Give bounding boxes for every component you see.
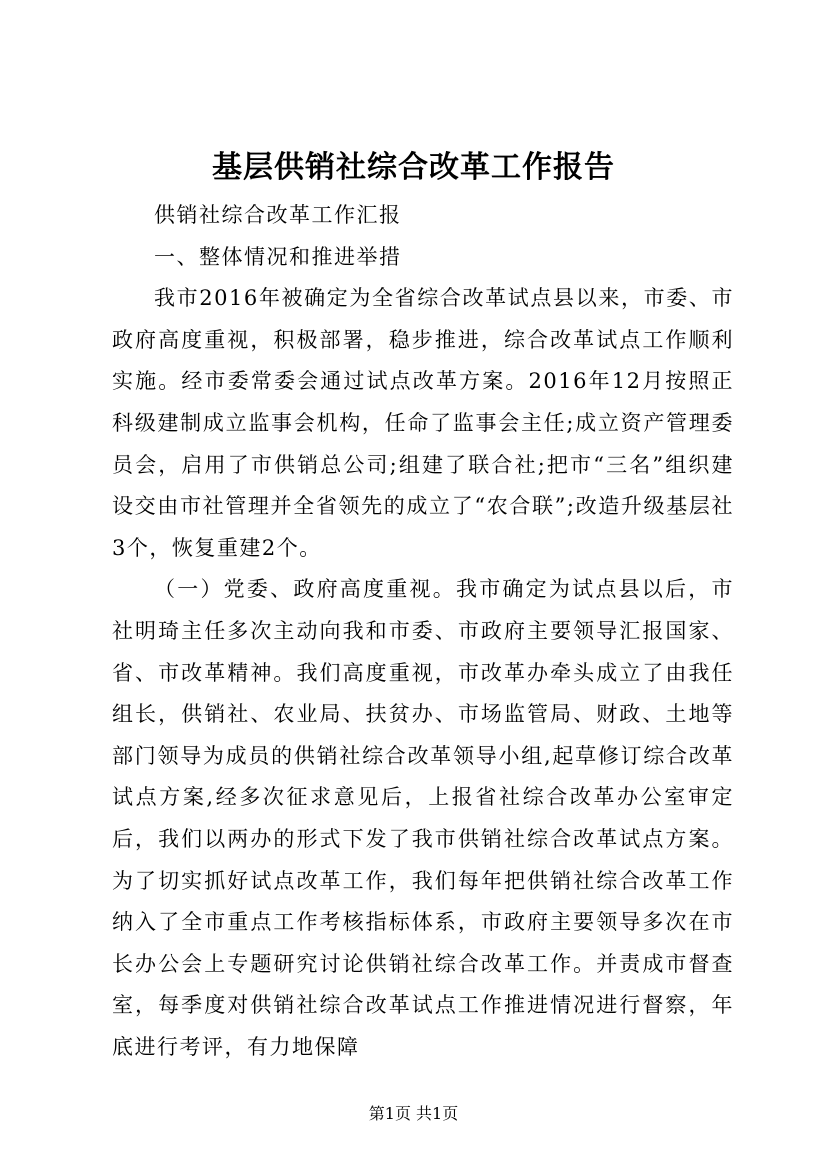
- paragraph-subtitle: 供销社综合改革工作汇报: [154, 203, 402, 227]
- paragraph-party-committee: （一）党委、政府高度重视。我市确定为试点县以后，市社明琦主任多次主动向我和市委、市政府主要领导汇报国家、省、市改革精神。我们高度重视，市改革办牵头成立了由我任组长，供销社、农业局、扶贫办、市场监管局、财政、土地等部门领导为成员的供销社综合改革领导小组,起草修订综合改革试点方案,经多次征求意见后，上报省社综合改革办公室审定后，我们以两办的形式下发了我市供销社综合改革试点方案。为了切实抓好试点改革工作，我们每年把供销社综合改革工作纳入了全市重点工作考核指标体系，市政府主要领导多次在市长办公会上专题研究讨论供销社综合改革工作。并责成市督查室，每季度对供销社综合改革试点工作推进情况进行督察，年底进行考评，有力地保障: [112, 577, 734, 1059]
- document-body: [112, 195, 734, 1068]
- paragraph-section-heading: 一、整体情况和推进举措: [154, 244, 402, 269]
- page-footer: 第1页 共1页: [368, 1104, 459, 1123]
- page-title: 基层供销社综合改革工作报告: [212, 150, 615, 185]
- paragraph-overview: 我市2016年被确定为全省综合改革试点县以来，市委、市政府高度重视，积极部署，稳步推进，综合改革试点工作顺利实施。经市委常委会通过试点改革方案。2016年12月按照正科级建制成立监事会机构，任命了监事会主任;成立资产管理委员会，启用了市供销总公司;组建了联合社;把市“三名”组织建设交由市社管理并全省领先的成立了“农合联”;改造升级基层社3个，恢复重建2个。: [112, 286, 734, 560]
